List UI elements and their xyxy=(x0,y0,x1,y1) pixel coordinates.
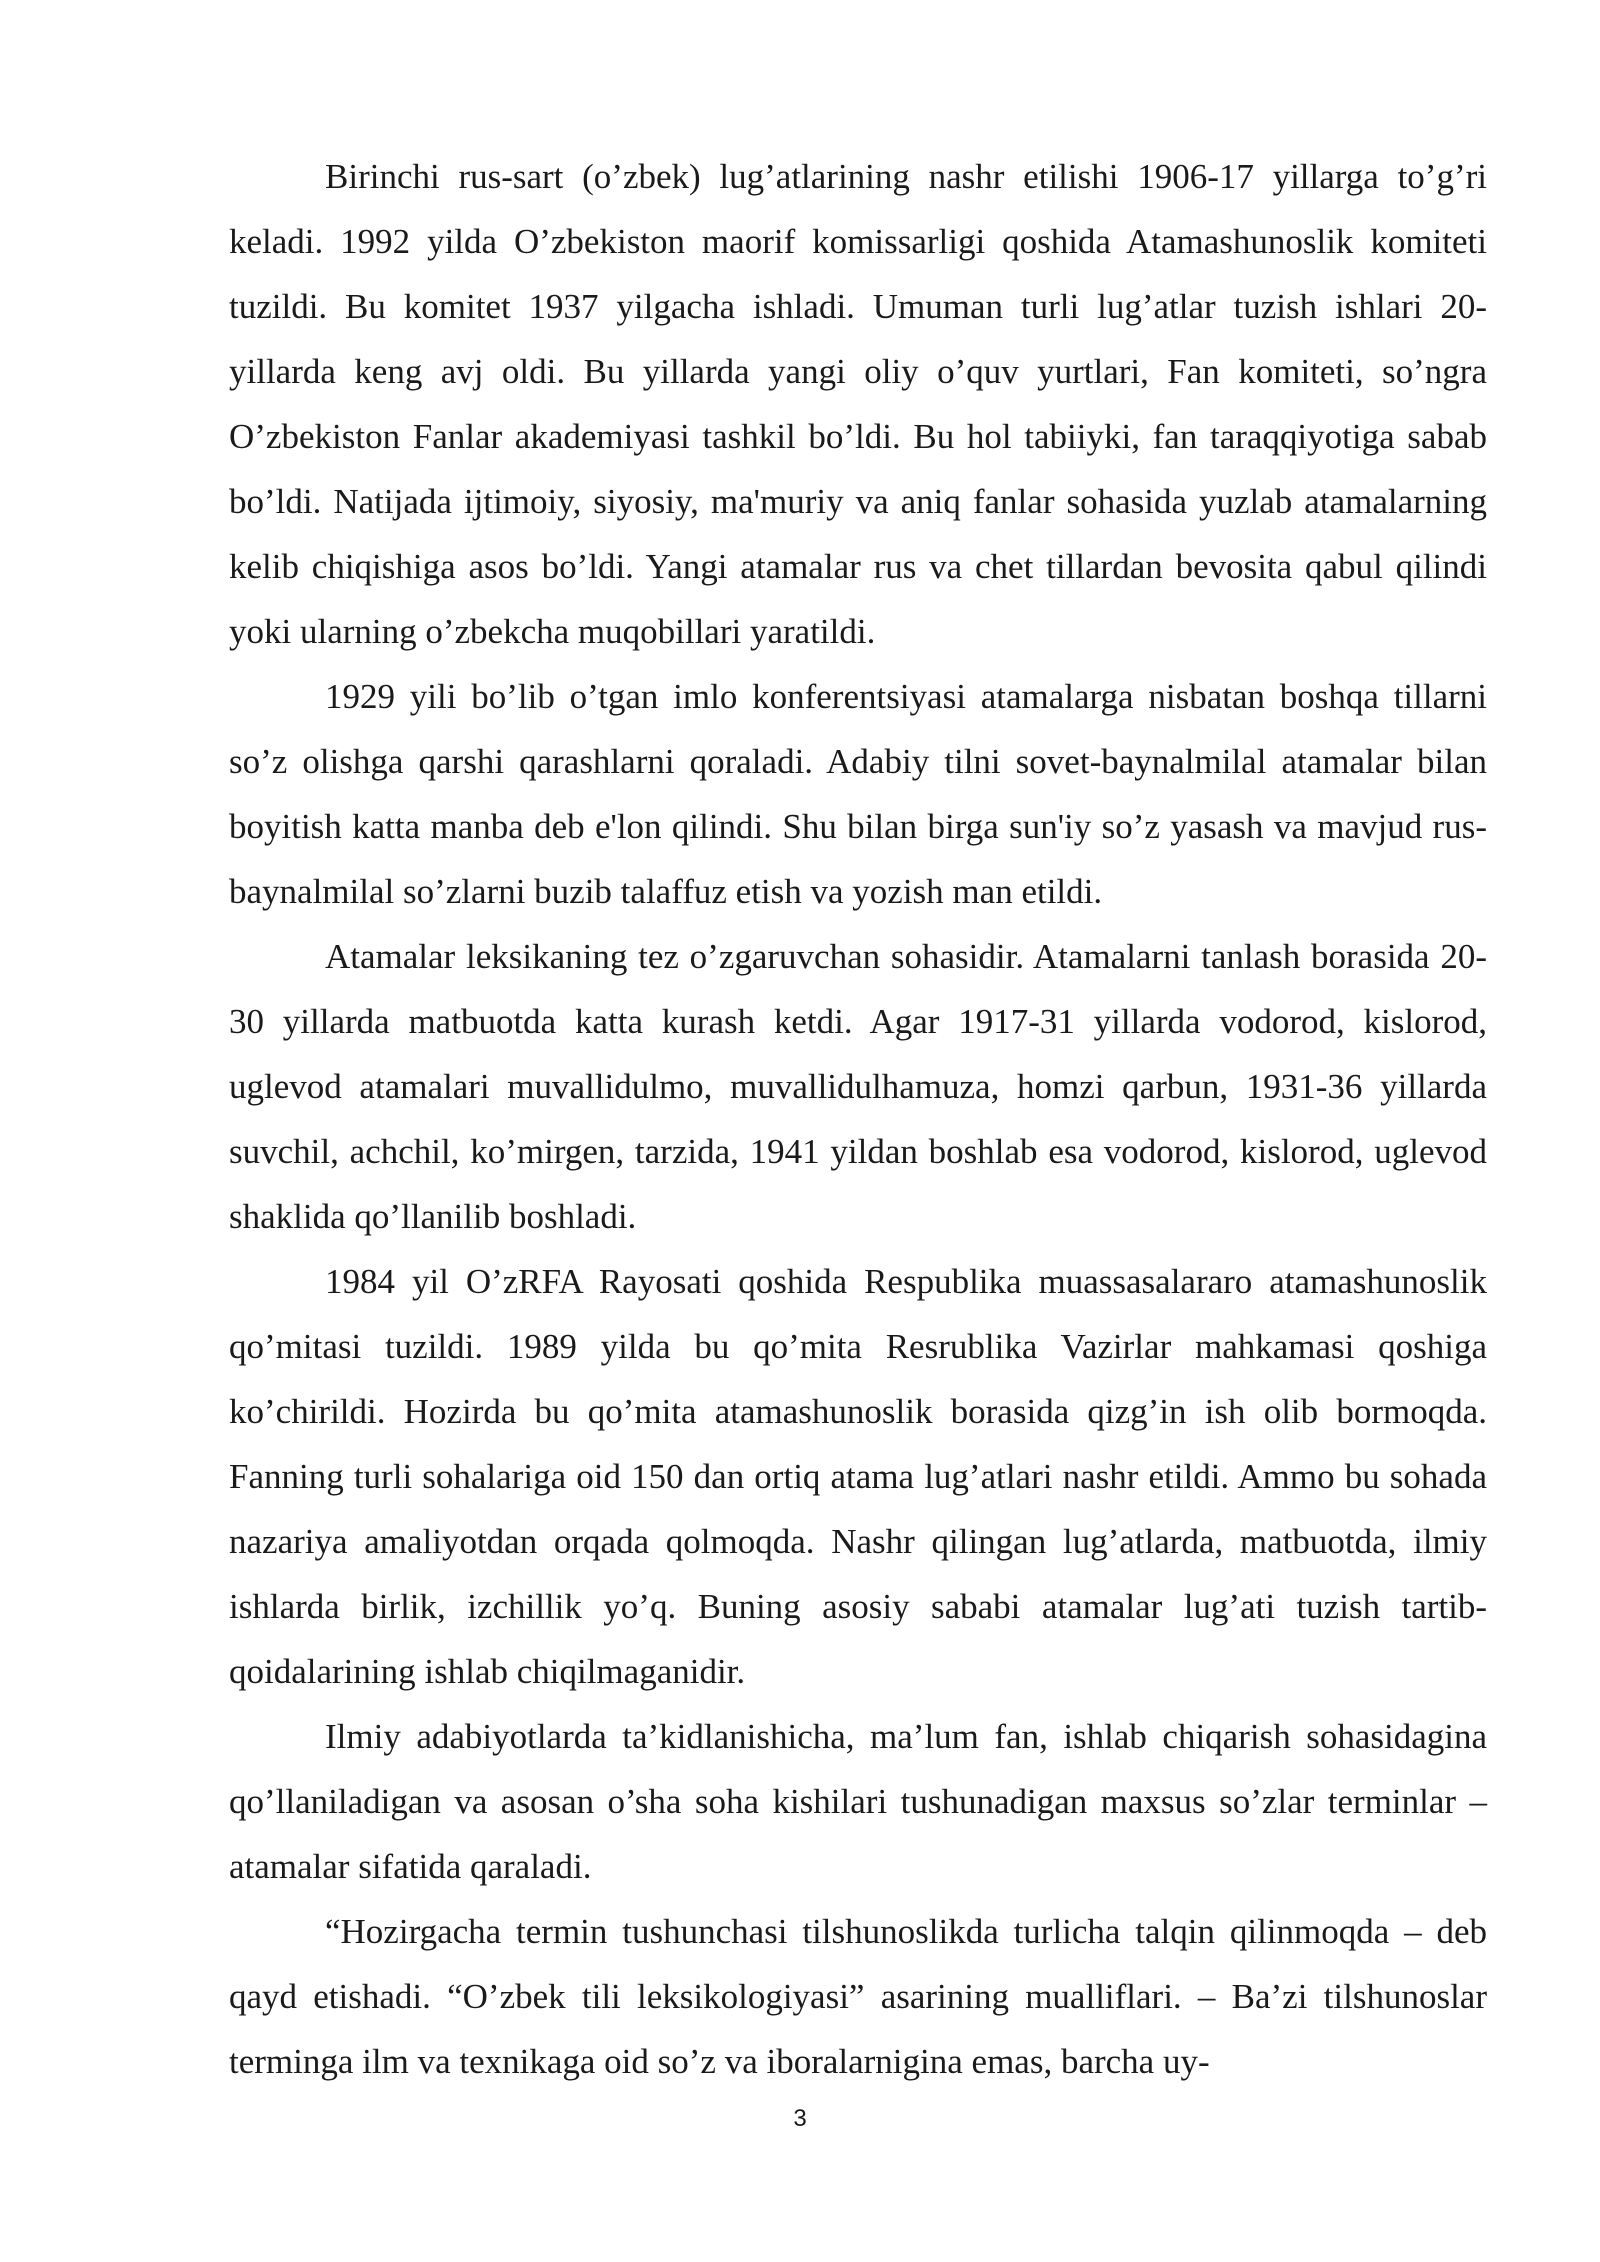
paragraph-2: 1929 yili bo’lib o’tgan imlo konferentsiyasi atamalarga nisbatan boshqa tillarni so’z olishga qarshi qarashlarni qoraladi. Adabiy tilni sovet-baynalmilal atamalar bilan boyitish katta manba deb e'lon qilindi. Shu bilan birga sun'iy so’z yasash va mavjud rus-baynalmilal so’zlarni buzib talaffuz etish va yozish man etildi. xyxy=(229,677,1487,911)
paragraph-1: Birinchi rus-sart (o’zbek) lug’atlarining nashr etilishi 1906-17 yillarga to’g’ri keladi. 1992 yilda O’zbekiston maorif komissarligi qoshida Atamashunoslik komiteti tuzildi. Bu komitet 1937 yilgacha ishladi. Umuman turli lug’atlar tuzish ishlari 20-yillarda keng avj oldi. Bu yillarda yangi oliy o’quv yurtlari, Fan komiteti, so’ngra O’zbekiston Fanlar akademiyasi tashkil bo’ldi. Bu hol tabiiyki, fan taraqqiyotiga sabab bo’ldi. Natijada ijtimoiy, siyosiy, ma'muriy va aniq fanlar sohasida yuzlab atamalarning kelib chiqishiga asos bo’ldi. Yangi atamalar rus va chet tillardan bevosita qabul qilindi yoki ularning o’zbekcha muqobillari yaratildi. xyxy=(229,157,1487,651)
paragraph-5: Ilmiy adabiyotlarda ta’kidlanishicha, ma’lum fan, ishlab chiqarish sohasidagina qo’llaniladigan va asosan o’sha soha kishilari tushunadigan maxsus so’zlar terminlar – atamalar sifatida qaraladi. xyxy=(229,1717,1487,1886)
document-body xyxy=(229,144,1487,2094)
page-number: 3 xyxy=(793,2105,807,2132)
paragraph-4: 1984 yil O’zRFA Rayosati qoshida Respublika muassasalararo atamashunoslik qo’mitasi tuzildi. 1989 yilda bu qo’mita Resrublika Vazirlar mahkamasi qoshiga ko’chirildi. Hozirda bu qo’mita atamashunoslik borasida qizg’in ish olib bormoqda. Fanning turli sohalariga oid 150 dan ortiq atama lug’atlari nashr etildi. Ammo bu sohada nazariya amaliyotdan orqada qolmoqda. Nashr qilingan lug’atlarda, matbuotda, ilmiy ishlarda birlik, izchillik yo’q. Buning asosiy sababi atamalar lug’ati tuzish tartib-qoidalarining ishlab chiqilmaganidir. xyxy=(229,1262,1487,1691)
paragraph-3: Atamalar leksikaning tez o’zgaruvchan sohasidir. Atamalarni tanlash borasida 20-30 yillarda matbuotda katta kurash ketdi. Agar 1917-31 yillarda vodorod, kislorod, uglevod atamalari muvallidulmo, muvallidulhamuza, homzi qarbun, 1931-36 yillarda suvchil, achchil, ko’mirgen, tarzida, 1941 yildan boshlab esa vodorod, kislorod, uglevod shaklida qo’llanilib boshladi. xyxy=(229,937,1487,1236)
paragraph-6: “Hozirgacha termin tushunchasi tilshunoslikda turlicha talqin qilinmoqda – deb qayd etishadi. “O’zbek tili leksikologiyasi” asarining mualliflari. – Ba’zi tilshunoslar terminga ilm va texnikaga oid so’z va iboralarnigina emas, barcha uy- xyxy=(229,1912,1487,2081)
